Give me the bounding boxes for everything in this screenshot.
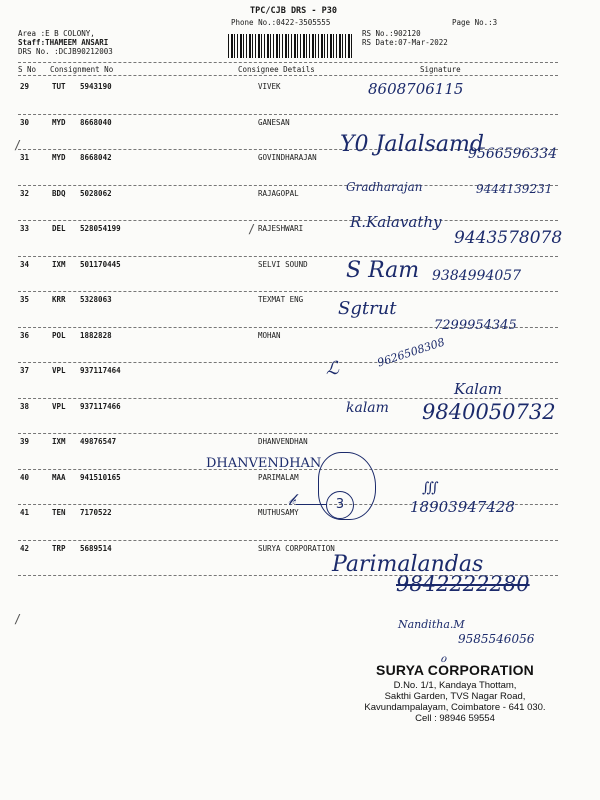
row-consignee: GANESAN	[258, 117, 290, 127]
row-code: TUT	[52, 82, 66, 91]
staff-label: Staff	[18, 38, 41, 47]
company-stamp	[350, 662, 560, 724]
row-divider	[18, 433, 558, 434]
row-sno: 41	[20, 508, 30, 517]
row-sno: 37	[20, 366, 30, 375]
col-header-signature: Signature	[420, 65, 461, 74]
row-consignee: TEXMAT ENG	[258, 295, 304, 304]
signature-r38-phone: 18903947428	[410, 498, 515, 516]
row-consignee: VIVEK	[258, 82, 281, 91]
pen-mark: /	[14, 138, 22, 152]
row-code: DEL	[52, 224, 66, 233]
pen-mark: /	[248, 222, 256, 236]
row-divider	[18, 220, 558, 221]
row-number: 8668042	[80, 153, 112, 162]
signature-r38-circle	[326, 491, 354, 519]
table-row	[0, 366, 600, 402]
signature-r40-phone: 9842222280	[396, 572, 530, 596]
stamp-address-1: D.No. 1/1, Kandaya Thottam,	[393, 680, 517, 691]
signature-r34-phone: 7299954345	[434, 318, 517, 333]
row-code: MYD	[52, 153, 66, 162]
row-number: 7170522	[80, 508, 112, 517]
signature-r41-phone: 9585546056	[458, 632, 535, 646]
signature-r38-mark: 𝒷	[288, 490, 295, 509]
row-number: 1882828	[80, 330, 112, 340]
row-number: 937117464	[80, 366, 121, 375]
rs-number: RS No.:902120	[362, 29, 421, 38]
row-sno: 38	[20, 401, 30, 411]
col-header-consignment: Consignment No	[50, 65, 114, 74]
row-divider	[18, 362, 558, 363]
page-number: Page No.:3	[452, 18, 498, 27]
signature-r37: DHANVENDHAN	[206, 456, 322, 471]
row-code: TEN	[52, 508, 66, 517]
staff-value: :THAMEEM ANSARI	[40, 38, 109, 47]
row-code: IXM	[52, 259, 66, 269]
barcode	[228, 34, 354, 58]
staff	[18, 38, 108, 47]
row-number: 5028062	[80, 188, 112, 198]
row-code: VPL	[52, 401, 66, 411]
stamp-address-2: Sakthi Garden, TVS Nagar Road,	[384, 691, 526, 702]
signature-r38-scribble: ∭	[422, 480, 439, 496]
row-code: VPL	[52, 366, 66, 375]
signature-r32-phone: 9443578078	[454, 228, 563, 248]
row-consignee: SELVI SOUND	[258, 259, 308, 269]
signature-r32-name: R.Kalavathy	[350, 213, 442, 231]
signature-r36-phone: 9840050732	[422, 400, 556, 424]
row-sno: 32	[20, 188, 30, 198]
signature-r36-top: Kalam	[454, 380, 503, 398]
row-consignee: MUTHUSAMY	[258, 508, 299, 517]
row-consignee: SURYA CORPORATION	[258, 543, 335, 553]
signature-r40-name: Parimalandas	[332, 552, 484, 577]
phone-number: Phone No.:0422-3505555	[231, 18, 331, 27]
signature-r30-phone: 9566596334	[468, 146, 558, 162]
row-number: 528054199	[80, 224, 121, 233]
row-number: 8668040	[80, 117, 112, 127]
row-consignee: RAJAGOPAL	[258, 188, 299, 198]
row-divider	[18, 114, 558, 115]
row-code: POL	[52, 330, 66, 340]
pen-mark: /	[14, 612, 22, 626]
col-header-sno: S No	[18, 65, 37, 74]
signature-r35-phone: 9626508308	[375, 335, 447, 370]
row-sno: 42	[20, 543, 30, 553]
row-number: 5943190	[80, 82, 112, 91]
row-consignee: PARIMALAM	[258, 472, 299, 482]
signature-r38-circle-text: 3	[335, 497, 345, 512]
signature-r33-phone: 9384994057	[432, 268, 522, 284]
row-code: KRR	[52, 295, 66, 304]
signature-r35-mark: ℒ	[326, 358, 339, 379]
row-consignee: DHANVENDHAN	[258, 437, 308, 446]
row-sno: 30	[20, 117, 30, 127]
signature-r31-phone: 9444139231	[476, 182, 553, 196]
row-code: TRP	[52, 543, 66, 553]
signature-r33-name: S Ram	[346, 258, 420, 283]
row-divider	[18, 540, 558, 541]
area: Area :E B COLONY,	[18, 29, 95, 38]
row-consignee: MOHAN	[258, 330, 281, 340]
header-rule-bottom	[18, 75, 558, 76]
row-sno: 34	[20, 259, 30, 269]
signature-r30-name: Y0 Jalalsamd	[340, 132, 484, 157]
row-divider	[18, 256, 558, 257]
signature-r31-name: Gradharajan	[346, 180, 423, 194]
signature-r38-line	[296, 504, 326, 505]
row-sno: 29	[20, 82, 30, 91]
signature-r34-name: Sgtrut	[338, 298, 397, 319]
row-consignee: GOVINDHARAJAN	[258, 153, 317, 162]
table-row	[0, 331, 600, 367]
rs-date: RS Date:07-Mar-2022	[362, 38, 448, 47]
table-row	[0, 82, 600, 118]
stamp-phone: Cell : 98946 59554	[415, 713, 495, 724]
doc-title: TPC/CJB DRS - P30	[250, 6, 337, 16]
row-sno: 31	[20, 153, 30, 162]
stamp-signature: ℴ	[440, 650, 447, 666]
row-sno: 40	[20, 472, 30, 482]
col-header-consignee: Consignee Details	[238, 65, 315, 74]
row-sno: 36	[20, 330, 30, 340]
row-sno: 35	[20, 295, 30, 304]
row-code: MAA	[52, 472, 66, 482]
row-code: BDQ	[52, 188, 66, 198]
row-consignee: RAJESHWARI	[258, 224, 304, 233]
row-divider	[18, 291, 558, 292]
row-number: 937117466	[80, 401, 121, 411]
stamp-address-3: Kavundampalayam, Coimbatore - 641 030.	[364, 702, 546, 713]
drs-number: DRS No. :DCJB90212003	[18, 47, 113, 56]
stamp-name: SURYA CORPORATION	[376, 662, 534, 678]
signature-r41-name: Nanditha.M	[398, 618, 465, 631]
signature-r36-left: kalam	[346, 400, 389, 416]
row-number: 5689514	[80, 543, 112, 553]
row-sno: 33	[20, 224, 30, 233]
row-number: 49876547	[80, 437, 117, 446]
row-code: MYD	[52, 117, 66, 127]
row-number: 941510165	[80, 472, 121, 482]
header-rule-top	[18, 62, 558, 63]
row-code: IXM	[52, 437, 66, 446]
row-sno: 39	[20, 437, 30, 446]
signature-r29: 8608706115	[368, 80, 464, 98]
row-number: 501170445	[80, 259, 121, 269]
row-number: 5328063	[80, 295, 112, 304]
